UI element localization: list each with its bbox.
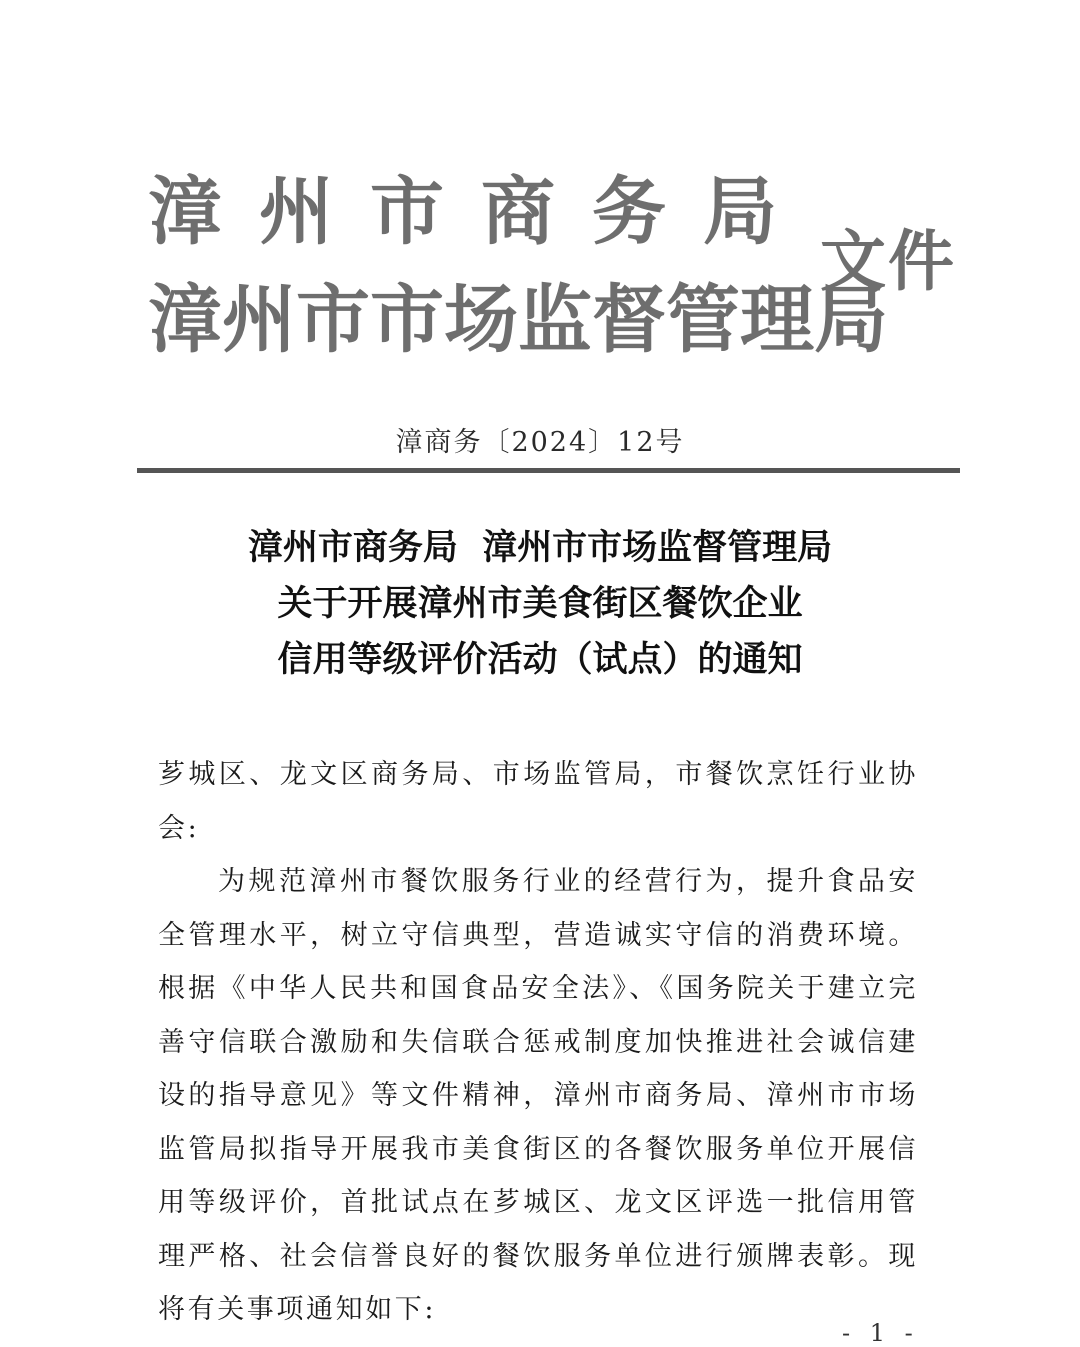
notice-body (158, 748, 918, 1337)
title-line-3: 信用等级评价活动（试点）的通知 (277, 639, 803, 680)
issuing-authorities (148, 158, 888, 374)
title-line-1: 漳州市商务局 漳州市市场监督管理局 (247, 527, 833, 568)
page-number: - 1 - (842, 1319, 919, 1347)
salutation: 芗城区、龙文区商务局、市场监管局，市餐饮烹饪行业协会: (158, 759, 918, 844)
title-line-2: 关于开展漳州市美食街区餐饮企业 (277, 583, 803, 624)
document-type-label: 文件 (820, 222, 956, 300)
body-paragraph-1: 为规范漳州市餐饮服务行业的经营行为，提升食品安全管理水平，树立守信典型，营造诚实守信的消费环境。根据《中华人民共和国食品安全法》、《国务院关于建立完善守信联合激励和失信联合惩戒制度加快推进社会诚信建设的指导意见》等文件精神，漳州市商务局、漳州市市场监管局拟指导开展我市美食街区的各餐饮服务单位开展信用等级评价，首批试点在芗城区、龙文区评选一批信用管理严格、社会信誉良好的餐饮服务单位进行颁牌表彰。现将有关事项通知如下: (158, 866, 918, 1325)
issuer-market-supervision-bureau: 漳州市市场监督管理局 (148, 277, 888, 363)
document-number: 漳商务〔2024〕12号 (395, 427, 685, 458)
notice-title (0, 520, 1080, 688)
issuer-commerce-bureau: 漳州市商务局 (148, 169, 814, 255)
header-divider (137, 468, 960, 473)
